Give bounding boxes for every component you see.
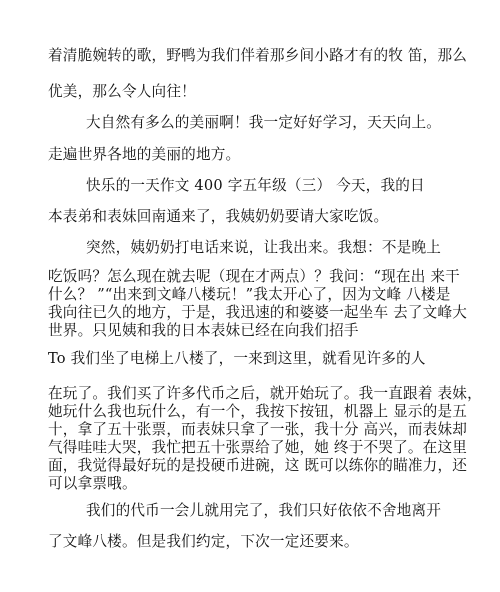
paragraph-line: 本表弟和表妹回南通来了，我姨奶奶要请大家吃饭。: [48, 208, 389, 225]
paragraph-line: 突然，姨奶奶打电话来说，让我出来。我想：不是晚上: [86, 239, 442, 256]
paragraph-line: 面，我觉得最好玩的是投硬币进碗，这 既可以练你的瞄准力，还: [48, 457, 468, 474]
paragraph-line: 十，拿了五十张票，而表妹只拿了一张，我十分 高兴，而表妹却: [48, 421, 468, 438]
paragraph-line: 世界。只见姨和我的日本表妹已经在向我们招手: [48, 322, 359, 339]
paragraph-line: 我向往已久的地方，于是，我迅速的和婆婆一起坐车 去了文峰大: [48, 304, 468, 321]
paragraph-line: 吃饭吗？怎么现在就去呢（现在才两点）？我问：“现在出 来干: [48, 268, 460, 285]
paragraph-line: To 我们坐了电梯上八楼了，一来到这里，就看见许多的人: [48, 350, 426, 367]
paragraph-line: 优美，那么令人向往！: [48, 83, 196, 100]
paragraph-block: [48, 268, 468, 340]
paragraph-line: 大自然有多么的美丽啊！我一定好好学习，天天向上。: [86, 114, 442, 131]
paragraph-line: 着清脆婉转的歌，野鸭为我们伴着那乡间小路才有的牧 笛，那么: [48, 47, 468, 64]
section-heading-line: 快乐的一天作文 400 字五年级（三） 今天，我的日: [86, 177, 425, 194]
paragraph-line: 我们的代币一会儿就用完了，我们只好依依不舍地离开: [86, 502, 442, 519]
paragraph-line: 了文峰八楼。但是我们约定，下次一定还要来。: [48, 533, 359, 550]
paragraph-line: 可以拿票哦。: [48, 475, 137, 492]
paragraph-block: [48, 385, 482, 493]
paragraph-line: 她玩什么我也玩什么，有一个，我按下按钮，机器上 显示的是五: [48, 403, 468, 420]
paragraph-line: 在玩了。我们买了许多代币之后，就开始玩了。我一直跟着 表妹，: [48, 385, 482, 402]
paragraph-line: 什么？ ”“出来到文峰八楼玩！”我太开心了，因为文峰 八楼是: [48, 286, 451, 303]
paragraph-line: 气得哇哇大哭，我忙把五十张票给了她，她 终于不哭了。在这里: [48, 439, 468, 456]
paragraph-line: 走遍世界各地的美丽的地方。: [48, 146, 241, 163]
